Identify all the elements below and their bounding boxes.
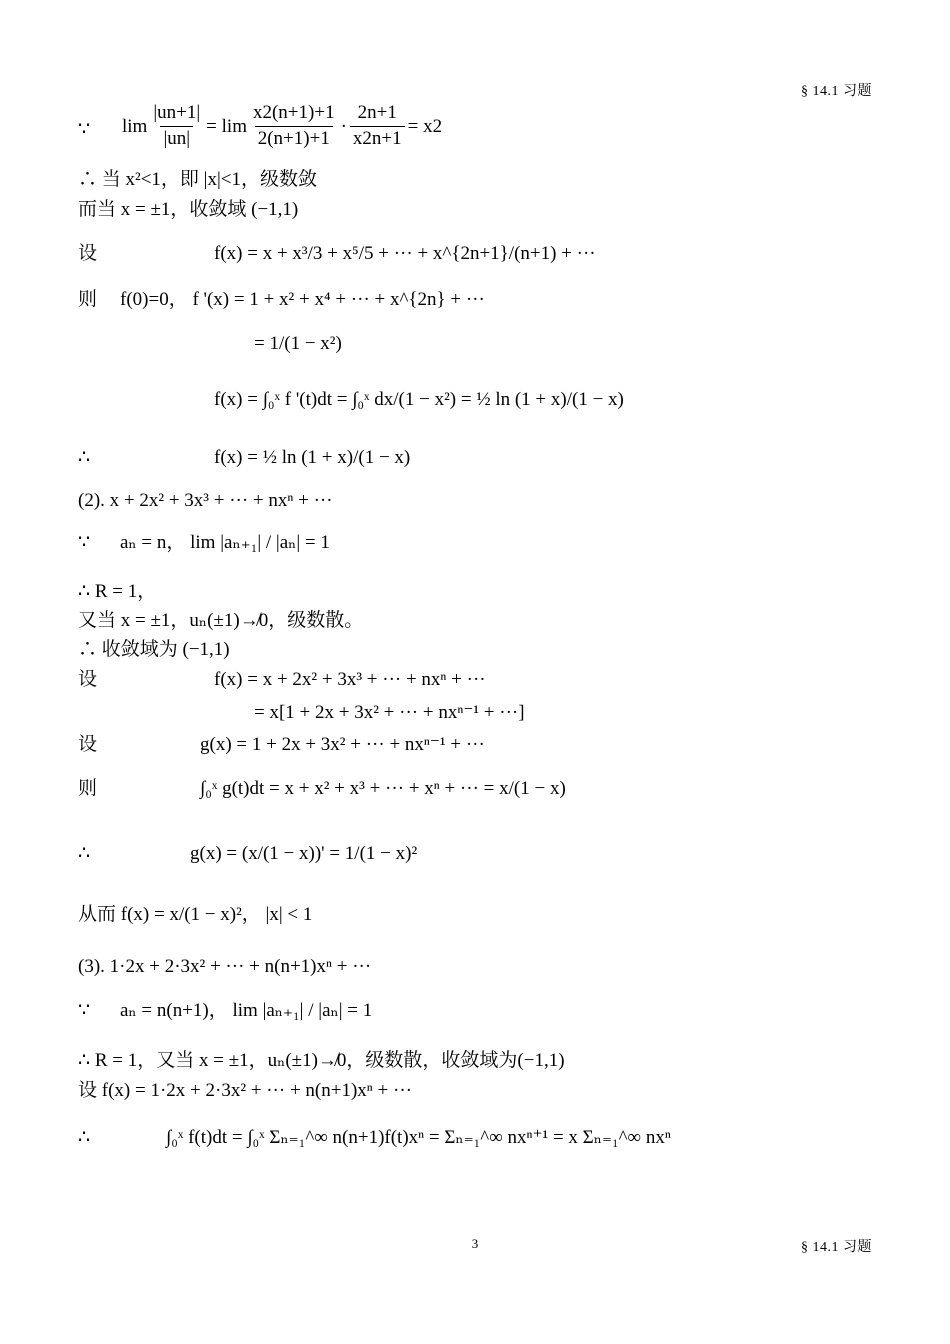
domain-2: ∴ 收敛域为 (−1,1) bbox=[78, 639, 230, 660]
radius-2: ∴ R = 1， bbox=[78, 581, 157, 602]
integral-g: ∫₀ˣ g(t)dt = x + x² + x³ + ··· + xⁿ + ··· = x/(1 − x) bbox=[200, 778, 566, 799]
l1-f2-num: x2(n+1)+1 bbox=[252, 102, 335, 123]
therefore-label-1: ∴ bbox=[78, 447, 91, 468]
l1-lim-den: |un| bbox=[160, 126, 193, 150]
radius-and-domain-3: ∴ R = 1，又当 x = ±1，uₙ(±1)↛0，级数散，收敛域为(−1,1) bbox=[78, 1050, 565, 1071]
l1-lim-num: |un+1| bbox=[153, 102, 201, 123]
series-f-definition: f(x) = x + x³/3 + x⁵/5 + ··· + x^{2n+1}/(n+1) + ··· bbox=[214, 243, 596, 264]
therefore-label-3: ∴ bbox=[78, 1127, 91, 1148]
l1-rhs: = x2 bbox=[407, 115, 443, 137]
then-label-2: 则 bbox=[78, 778, 98, 799]
because-label-3: ∵ bbox=[78, 1000, 91, 1021]
endpoint-2: 又当 x = ±1，uₙ(±1)↛0，级数散。 bbox=[78, 610, 364, 631]
series-f-definition-3: 设 f(x) = 1·2x + 2·3x² + ··· + n(n+1)xⁿ + ··· bbox=[78, 1080, 412, 1101]
let-label-3: 设 bbox=[78, 734, 98, 755]
domain-statement: 而当 x = ±1，收敛域 (−1,1) bbox=[78, 199, 299, 220]
because-symbol: ∵ bbox=[78, 119, 91, 140]
ratio-test-3: aₙ = n(n+1)， lim |aₙ₊₁| / |aₙ| = 1 bbox=[120, 1000, 373, 1021]
integral-f-series: ∫₀ˣ f(t)dt = ∫₀ˣ Σₙ₌₁^∞ n(n+1)f(t)xⁿ = Σₙ₌₁^∞ nxⁿ⁺¹ = x Σₙ₌₁^∞ nxⁿ bbox=[166, 1127, 671, 1148]
because-label-2: ∵ bbox=[78, 532, 91, 553]
page-number: 3 bbox=[471, 1236, 479, 1251]
running-header: § 14.1 习题 bbox=[801, 84, 872, 99]
sum-function-2: 从而 f(x) = x/(1 − x)²， |x| < 1 bbox=[78, 904, 313, 925]
l1-f3-num: 2n+1 bbox=[357, 102, 397, 123]
therefore-label-2: ∴ bbox=[78, 843, 91, 864]
g-function: g(x) = (x/(1 − x))' = 1/(1 − x)² bbox=[190, 843, 418, 864]
problem-3-series: (3). 1·2x + 2·3x² + ··· + n(n+1)xⁿ + ··· bbox=[78, 956, 372, 977]
derivative-series: f(0)=0， f '(x) = 1 + x² + x⁴ + ··· + x^{2n} + ··· bbox=[120, 289, 485, 310]
then-label-1: 则 bbox=[78, 289, 98, 310]
ratio-limit-formula: lim $\frac{|un+1|}{|un|}$ = lim $\frac{x2(n+1)+1}{2(n+1)+1}$ · $\frac{2n+1}{x2n+1}$ = x2 bbox=[122, 102, 443, 149]
running-footer: § 14.1 习题 bbox=[801, 1240, 872, 1255]
converge-condition: ∴ 当 x²<1，即 |x|<1，级数敛 bbox=[78, 169, 317, 190]
sum-function-1: f(x) = ½ ln (1 + x)/(1 − x) bbox=[214, 447, 411, 468]
l1-f2-den: 2(n+1)+1 bbox=[255, 126, 333, 150]
integral-result: f(x) = ∫₀ˣ f '(t)dt = ∫₀ˣ dx/(1 − x²) = ½ ln (1 + x)/(1 − x) bbox=[214, 389, 624, 410]
ratio-test-2: aₙ = n， lim |aₙ₊₁| / |aₙ| = 1 bbox=[120, 532, 330, 553]
let-label-1: 设 bbox=[78, 243, 98, 264]
problem-2-series: (2). x + 2x² + 3x³ + ··· + nxⁿ + ··· bbox=[78, 490, 333, 511]
let-label-2: 设 bbox=[78, 669, 98, 690]
l1-f3-den: x2n+1 bbox=[350, 126, 405, 150]
factored-series: = x[1 + 2x + 3x² + ··· + nxⁿ⁻¹ + ···] bbox=[254, 702, 525, 723]
series-f-definition-2: f(x) = x + 2x² + 3x³ + ··· + nxⁿ + ··· bbox=[214, 669, 486, 690]
series-g-definition: g(x) = 1 + 2x + 3x² + ··· + nxⁿ⁻¹ + ··· bbox=[200, 734, 485, 755]
derivative-sum: = 1/(1 − x²) bbox=[254, 333, 342, 354]
